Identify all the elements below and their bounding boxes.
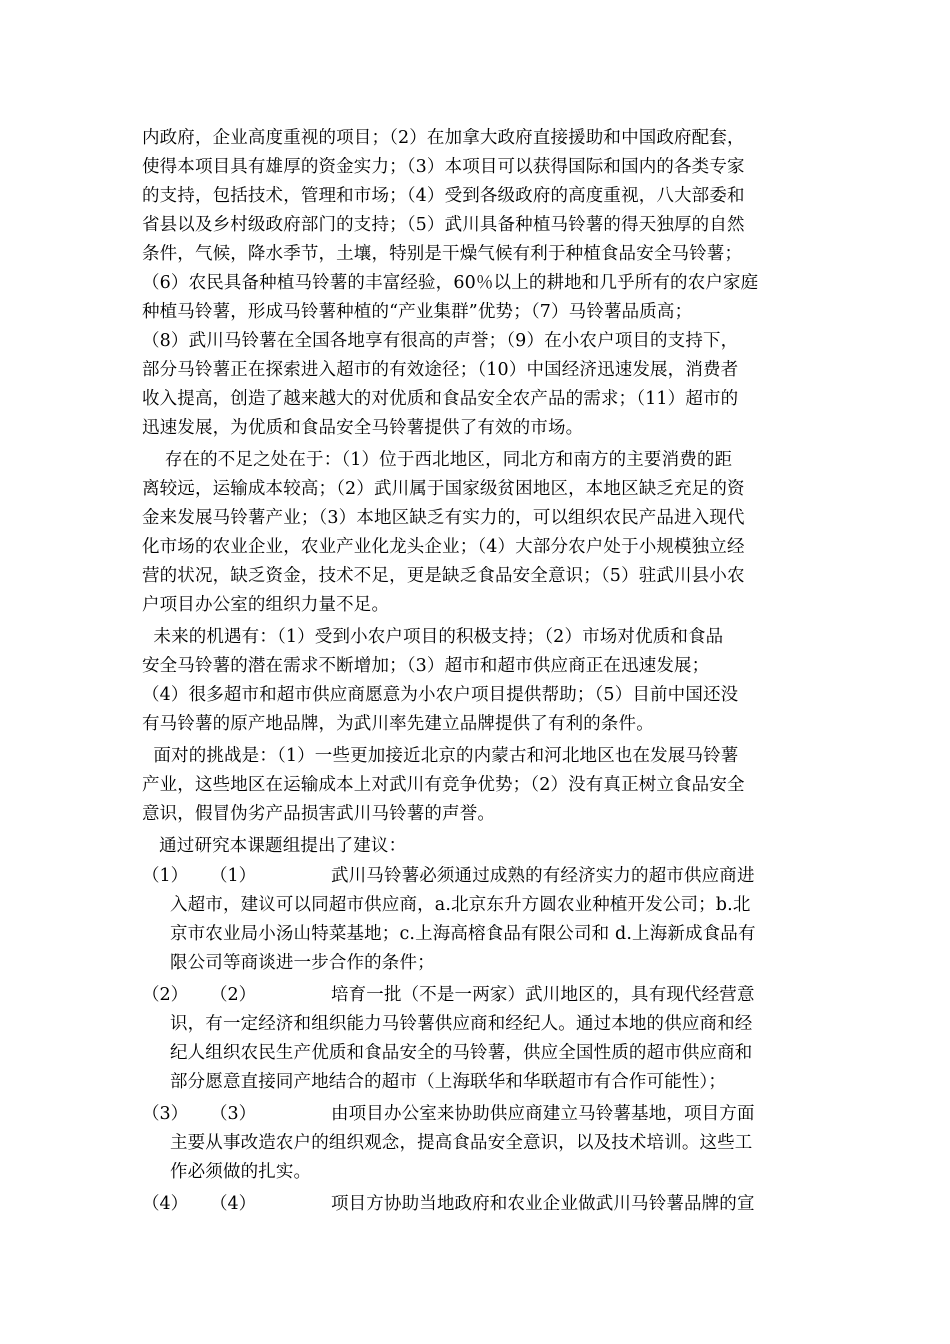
- text-line: 条件，气候，降水季节，土壤，特别是干燥气候有利于种植食品安全马铃薯；: [142, 244, 743, 264]
- list-item-number: （3）: [142, 1104, 189, 1124]
- list-item-sub-number: （4）: [210, 1194, 257, 1214]
- text-line: 部分马铃薯正在探索进入超市的有效途径；（10）中国经济迅速发展，消费者: [142, 360, 739, 380]
- text-line: 离较远，运输成本较高；（2）武川属于国家级贫困地区，本地区缺乏充足的资: [142, 479, 745, 499]
- text-line: 省县以及乡村级政府部门的支持；（5）武川具备种植马铃薯的得天独厚的自然: [142, 215, 745, 235]
- list-item-number: （1）: [142, 866, 189, 886]
- text-line: 培育一批（不是一两家）武川地区的，具有现代经营意: [331, 985, 755, 1005]
- text-line: 部分愿意直接同产地结合的超市（上海联华和华联超市有合作可能性）；: [170, 1072, 727, 1092]
- text-line: （4）很多超市和超市供应商愿意为小农户项目提供帮助；（5）目前中国还没: [142, 685, 739, 705]
- list-item-sub-number: （1）: [210, 866, 257, 886]
- text-line: 收入提高，创造了越来越大的对优质和食品安全农产品的需求；（11）超市的: [142, 389, 739, 409]
- text-line: 作必须做的扎实。: [170, 1162, 312, 1182]
- text-line: 有马铃薯的原产地品牌，为武川率先建立品牌提供了有利的条件。: [142, 714, 654, 734]
- text-line: 识，有一定经济和组织能力马铃薯供应商和经纪人。通过本地的供应商和经: [170, 1014, 753, 1034]
- text-line: 限公司等商谈进一步合作的条件；: [170, 953, 435, 973]
- text-line: 化市场的农业企业，农业产业化龙头企业；（4）大部分农户处于小规模独立经: [142, 537, 745, 557]
- text-line: 意识，假冒伪劣产品损害武川马铃薯的声誉。: [142, 804, 495, 824]
- text-line: （6）农民具备种植马铃薯的丰富经验，60％以上的耕地和几乎所有的农户家庭: [142, 273, 759, 293]
- text-line: 纪人组织农民生产优质和食品安全的马铃薯，供应全国性质的超市供应商和: [170, 1043, 753, 1063]
- text-line: 内政府，企业高度重视的项目；（2）在加拿大政府直接援助和中国政府配套，: [142, 128, 745, 148]
- list-item-number: （4）: [142, 1194, 189, 1214]
- text-line: 通过研究本课题组提出了建议：: [142, 836, 407, 856]
- text-line: 安全马铃薯的潜在需求不断增加；（3）超市和超市供应商正在迅速发展；: [142, 656, 710, 676]
- list-item-sub-number: （3）: [210, 1104, 257, 1124]
- text-line: 的支持，包括技术，管理和市场；（4）受到各级政府的高度重视，八大部委和: [142, 186, 745, 206]
- text-line: 存在的不足之处在于：（1）位于西北地区，同北方和南方的主要消费的距: [142, 450, 733, 470]
- text-line: 户项目办公室的组织力量不足。: [142, 595, 390, 615]
- text-line: 种植马铃薯，形成马铃薯种植的“产业集群”优势；（7）马铃薯品质高；: [142, 302, 693, 322]
- text-line: 入超市，建议可以同超市供应商，a.北京东升方圆农业种植开发公司；b.北: [170, 895, 751, 915]
- text-line: 面对的挑战是：（1）一些更加接近北京的内蒙古和河北地区也在发展马铃薯: [142, 746, 739, 766]
- text-line: 营的状况，缺乏资金，技术不足，更是缺乏食品安全意识；（5）驻武川县小农: [142, 566, 745, 586]
- text-line: 由项目办公室来协助供应商建立马铃薯基地，项目方面: [331, 1104, 755, 1124]
- text-line: （8）武川马铃薯在全国各地享有很高的声誉；（9）在小农户项目的支持下，: [142, 331, 739, 351]
- text-line: 使得本项目具有雄厚的资金实力；（3）本项目可以获得国际和国内的各类专家: [142, 157, 745, 177]
- text-line: 产业，这些地区在运输成本上对武川有竞争优势；（2）没有真正树立食品安全: [142, 775, 745, 795]
- list-item-number: （2）: [142, 985, 189, 1005]
- text-line: 京市农业局小汤山特菜基地；c.上海高榕食品有限公司和 d.上海新成食品有: [170, 924, 756, 944]
- text-line: 金来发展马铃薯产业；（3）本地区缺乏有实力的，可以组织农民产品进入现代: [142, 508, 745, 528]
- text-line: 主要从事改造农户的组织观念，提高食品安全意识，以及技术培训。这些工: [170, 1133, 753, 1153]
- text-line: 迅速发展，为优质和食品安全马铃薯提供了有效的市场。: [142, 418, 584, 438]
- text-line: 武川马铃薯必须通过成熟的有经济实力的超市供应商进: [331, 866, 755, 886]
- text-line: 未来的机遇有：（1）受到小农户项目的积极支持；（2）市场对优质和食品: [142, 627, 724, 647]
- text-line: 项目方协助当地政府和农业企业做武川马铃薯品牌的宣: [331, 1194, 755, 1214]
- list-item-sub-number: （2）: [210, 985, 257, 1005]
